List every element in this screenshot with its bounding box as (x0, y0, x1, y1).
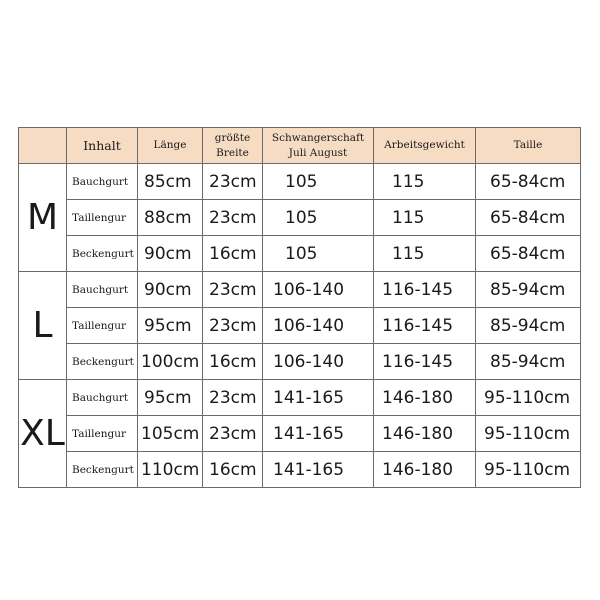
breite-cell: 16cm (203, 344, 263, 380)
part-cell: Beckengurt (67, 344, 138, 380)
schwanger-cell: 105 (263, 200, 374, 236)
header-arbeitsgewicht: Arbeitsgewicht (374, 128, 476, 164)
schwanger-cell: 141-165 (263, 416, 374, 452)
part-cell: Beckengurt (67, 236, 138, 272)
schwanger-cell: 106-140 (263, 344, 374, 380)
schwanger-cell: 106-140 (263, 272, 374, 308)
laenge-cell: 105cm (138, 416, 203, 452)
table-row (19, 236, 581, 272)
schwanger-cell: 105 (263, 164, 374, 200)
schwanger-cell: 141-165 (263, 380, 374, 416)
taille-cell: 65-84cm (476, 164, 581, 200)
table-row (19, 344, 581, 380)
taille-cell: 95-110cm (476, 380, 581, 416)
header-row (19, 128, 581, 164)
laenge-cell: 90cm (138, 236, 203, 272)
taille-cell: 85-94cm (476, 272, 581, 308)
breite-cell: 23cm (203, 308, 263, 344)
arbeit-cell: 146-180 (374, 452, 476, 488)
size-chart-table (18, 127, 581, 488)
header-schwangerschaft (263, 128, 374, 164)
schwanger-cell: 105 (263, 236, 374, 272)
arbeit-cell: 115 (374, 236, 476, 272)
table-row (19, 164, 581, 200)
arbeit-cell: 116-145 (374, 344, 476, 380)
part-cell: Taillengur (67, 308, 138, 344)
table-row (19, 380, 581, 416)
taille-cell: 85-94cm (476, 344, 581, 380)
arbeit-cell: 146-180 (374, 380, 476, 416)
laenge-cell: 95cm (138, 308, 203, 344)
breite-cell: 16cm (203, 452, 263, 488)
part-cell: Beckengurt (67, 452, 138, 488)
header-breite-line1: größte (214, 131, 251, 144)
part-cell: Taillengur (67, 416, 138, 452)
table-row (19, 308, 581, 344)
arbeit-cell: 115 (374, 164, 476, 200)
taille-cell: 65-84cm (476, 200, 581, 236)
laenge-cell: 95cm (138, 380, 203, 416)
table-row (19, 200, 581, 236)
laenge-cell: 110cm (138, 452, 203, 488)
header-breite-line2: Breite (216, 146, 249, 159)
taille-cell: 85-94cm (476, 308, 581, 344)
arbeit-cell: 115 (374, 200, 476, 236)
laenge-cell: 90cm (138, 272, 203, 308)
part-cell: Bauchgurt (67, 380, 138, 416)
schwanger-cell: 141-165 (263, 452, 374, 488)
part-cell: Taillengur (67, 200, 138, 236)
taille-cell: 95-110cm (476, 452, 581, 488)
breite-cell: 23cm (203, 416, 263, 452)
breite-cell: 23cm (203, 164, 263, 200)
taille-cell: 95-110cm (476, 416, 581, 452)
arbeit-cell: 116-145 (374, 308, 476, 344)
table-row (19, 416, 581, 452)
table-row (19, 272, 581, 308)
breite-cell: 23cm (203, 200, 263, 236)
size-label-xl: XL (19, 380, 67, 488)
breite-cell: 23cm (203, 380, 263, 416)
header-size-corner (19, 128, 67, 164)
part-cell: Bauchgurt (67, 272, 138, 308)
header-laenge: Länge (138, 128, 203, 164)
arbeit-cell: 116-145 (374, 272, 476, 308)
header-breite (203, 128, 263, 164)
header-schwangerschaft-line2: Juli August (288, 146, 348, 159)
header-schwangerschaft-line1: Schwangerschaft (271, 131, 365, 144)
header-inhalt: Inhalt (67, 128, 138, 164)
header-taille: Taille (476, 128, 581, 164)
taille-cell: 65-84cm (476, 236, 581, 272)
size-label-l: L (19, 272, 67, 380)
laenge-cell: 100cm (138, 344, 203, 380)
breite-cell: 16cm (203, 236, 263, 272)
part-cell: Bauchgurt (67, 164, 138, 200)
laenge-cell: 85cm (138, 164, 203, 200)
breite-cell: 23cm (203, 272, 263, 308)
size-label-m: M (19, 164, 67, 272)
arbeit-cell: 146-180 (374, 416, 476, 452)
schwanger-cell: 106-140 (263, 308, 374, 344)
laenge-cell: 88cm (138, 200, 203, 236)
table-row (19, 452, 581, 488)
